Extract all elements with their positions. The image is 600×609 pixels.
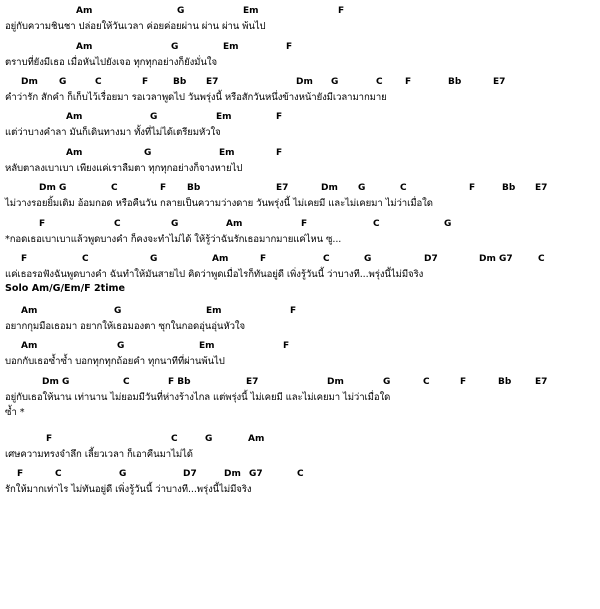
chord: Am	[21, 306, 38, 316]
chord: Dm G	[39, 183, 67, 193]
chord: F	[338, 6, 345, 16]
chord: E7	[535, 377, 548, 387]
chord: F	[283, 341, 290, 351]
solo-instruction: Solo Am/G/Em/F 2time	[5, 283, 126, 294]
chord: G	[177, 6, 185, 16]
chord: E7	[276, 183, 289, 193]
chord: C	[82, 254, 89, 264]
chord: Am	[66, 112, 83, 122]
chord: Em	[243, 6, 259, 16]
chord: F	[286, 42, 293, 52]
chord: Am	[76, 42, 93, 52]
chord: F	[46, 434, 53, 444]
lyric-line: บอกกับเธอซ้ำซ้ำ บอกทุกทุกถ้อยคำ ทุกนาทีที่ผ่านพ้นไป	[5, 356, 225, 367]
chord: D7	[424, 254, 438, 264]
chord: C	[297, 469, 304, 479]
chord: G	[331, 77, 339, 87]
chord: Em	[199, 341, 215, 351]
chord: G	[364, 254, 372, 264]
chord: D7	[183, 469, 197, 479]
chord: Am	[76, 6, 93, 16]
chord: G	[171, 42, 179, 52]
chord: G	[114, 306, 122, 316]
lyric-line: แค่เธอรอฟังฉันพูดบางคำ ฉันทำให้มันสายไป คิดว่าพูดเมื่อไรก็ทันอยู่ดี เพิ่งรู้วันนี้ ว่าบางที...พรุ่งนี้ไม่มีจริง	[5, 269, 424, 280]
chord: F	[260, 254, 267, 264]
chord: F	[17, 469, 24, 479]
chord: Am	[66, 148, 83, 158]
chord: G	[150, 254, 158, 264]
chord: G	[59, 77, 67, 87]
chord: E7	[535, 183, 548, 193]
chord: F	[469, 183, 476, 193]
chorus-repeat-marker: ซ้ำ *	[5, 407, 25, 418]
lyric-line: เศษความทรงจำลึก เลี้ยวเวลา ก็เอาคืนมาไม่ได้	[5, 449, 193, 460]
chord: Am	[21, 341, 38, 351]
chord: F	[160, 183, 167, 193]
chord: C	[55, 469, 62, 479]
chord: C	[376, 77, 383, 87]
chord: C	[111, 183, 118, 193]
chord: G	[144, 148, 152, 158]
chord: G	[171, 219, 179, 229]
chord: G7	[249, 469, 263, 479]
chord: C	[114, 219, 121, 229]
chord: E7	[206, 77, 219, 87]
chord: Bb	[498, 377, 512, 387]
chord: F	[405, 77, 412, 87]
lyric-line: ไม่วางรอยยิ้มเดิม อ้อมกอด หรือคืนวัน กลายเป็นความว่างดาย วันพรุ่งนี้ ไม่เคยมี และไม่เคยมา ไม่ว่าเมื่อใด	[5, 198, 433, 209]
chord: F	[21, 254, 28, 264]
lyric-line: อยู่กับเธอให้นาน เท่านาน ไม่ยอมมีวันที่ห่างร้างไกล แต่พรุ่งนี้ ไม่เคยมี และไม่เคยมา ไม่ว่าเมื่อใด	[5, 392, 391, 403]
chord: C	[538, 254, 545, 264]
chord: F Bb	[168, 377, 191, 387]
chord: C	[323, 254, 330, 264]
chord: E7	[493, 77, 506, 87]
chord: Dm	[327, 377, 344, 387]
chord: Em	[219, 148, 235, 158]
chord: F	[460, 377, 467, 387]
chord: C	[171, 434, 178, 444]
chord: C	[373, 219, 380, 229]
chord: Bb	[187, 183, 201, 193]
chord: G	[383, 377, 391, 387]
chord: Em	[216, 112, 232, 122]
chord: Dm	[224, 469, 241, 479]
chord: G	[444, 219, 452, 229]
chord: C	[95, 77, 102, 87]
chord: C	[400, 183, 407, 193]
chord: E7	[246, 377, 259, 387]
chord: F	[39, 219, 46, 229]
chord: Am	[212, 254, 229, 264]
chord: Bb	[173, 77, 187, 87]
chord: G	[150, 112, 158, 122]
chord: F	[301, 219, 308, 229]
chord: G	[117, 341, 125, 351]
chord: C	[423, 377, 430, 387]
lyric-line: หลับตาลงเบาเบา เพียงแค่เราลืมตา ทุกทุกอย่างก็จางหายไป	[5, 163, 243, 174]
chord: G	[358, 183, 366, 193]
chord: G	[205, 434, 213, 444]
chord: F	[276, 112, 283, 122]
chord: C	[123, 377, 130, 387]
chord: Bb	[502, 183, 516, 193]
chord: Dm	[321, 183, 338, 193]
lyric-line: แต่ว่าบางคำลา มันก็เดินทางมา ทั้งที่ไม่ได้เตรียมหัวใจ	[5, 127, 221, 138]
chord: Bb	[448, 77, 462, 87]
lyric-line: คำว่ารัก สักคำ ก็เก็บไว้เรื่อยมา รอเวลาพูดไป วันพรุ่งนี้ หรือสักวันหนึ่งข้างหน้ายังมีเวลามากมาย	[5, 92, 387, 103]
lyric-line: อยากกุมมือเธอมา อยากให้เธอมองตา ซุกในกอดอุ่นอุ่นหัวใจ	[5, 321, 245, 332]
lyric-line: *กอดเธอเบาเบาแล้วพูดบางคำ ก็คงจะทำไม่ได้ ให้รู้ว่าฉันรักเธอมากมายแค่ไหน ซู...	[5, 234, 342, 245]
chord: Dm	[296, 77, 313, 87]
chord: G	[119, 469, 127, 479]
chord: F	[276, 148, 283, 158]
chord: Am	[248, 434, 265, 444]
chord: Dm G7	[479, 254, 513, 264]
chord: Dm G	[42, 377, 70, 387]
chord: Dm	[21, 77, 38, 87]
chord: F	[290, 306, 297, 316]
lyric-line: ตราบที่ยังมีเธอ เมื่อหันไปยังเจอ ทุกทุกอย่างก็ยังมั่นใจ	[5, 57, 217, 68]
chord: Am	[226, 219, 243, 229]
lyric-line: รักให้มากเท่าไร ไม่ทันอยู่ดี เพิ่งรู้วันนี้ ว่าบางที...พรุ่งนี้ไม่มีจริง	[5, 484, 252, 495]
chord: Em	[206, 306, 222, 316]
chord: Em	[223, 42, 239, 52]
chord: F	[142, 77, 149, 87]
lyric-line: อยู่กับความชินชา ปล่อยให้วันเวลา ค่อยค่อยผ่าน ผ่าน ผ่าน พ้นไป	[5, 21, 266, 32]
